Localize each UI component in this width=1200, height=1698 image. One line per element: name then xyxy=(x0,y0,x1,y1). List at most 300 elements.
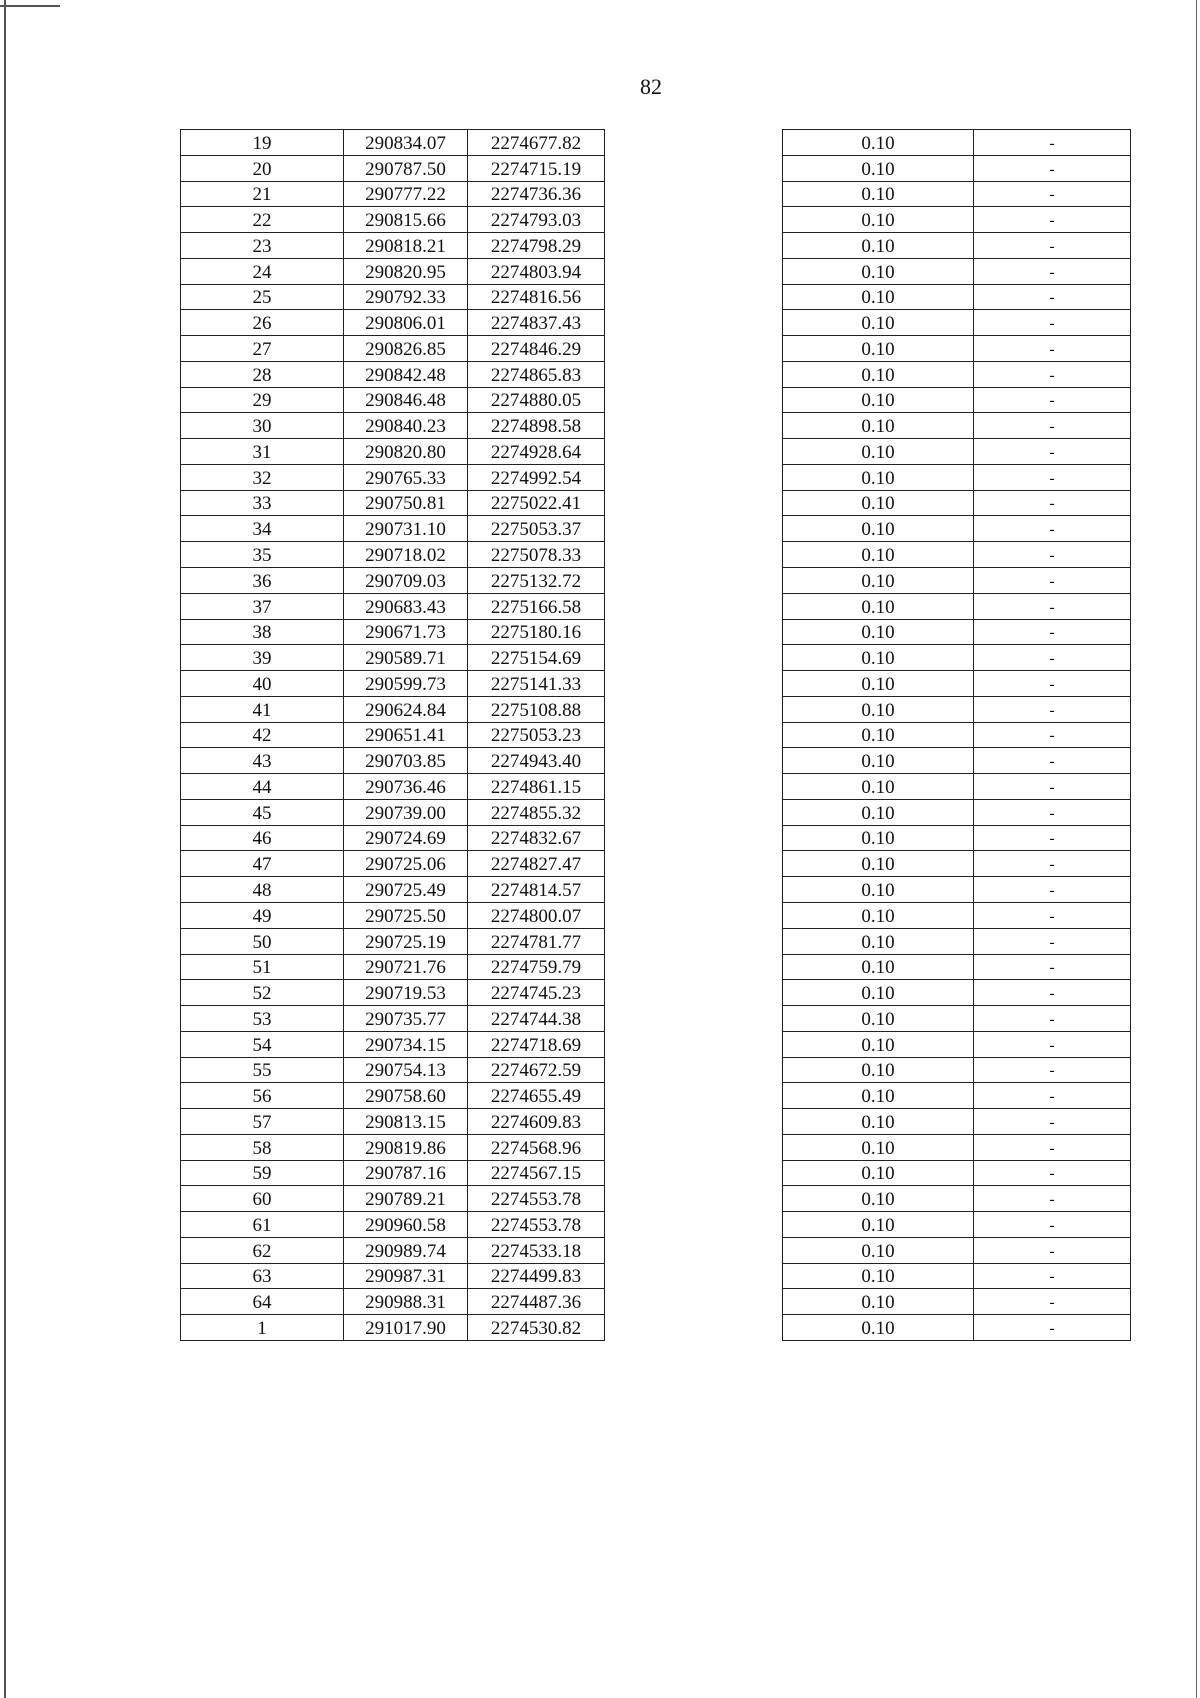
empty-cell xyxy=(605,464,783,490)
note-cell: - xyxy=(974,336,1131,362)
table-row xyxy=(181,1057,1131,1083)
empty-cell xyxy=(605,361,783,387)
note-cell: - xyxy=(974,387,1131,413)
x-coordinate-cell: 290777.22 xyxy=(344,181,468,207)
value-cell: 0.10 xyxy=(783,774,974,800)
note-cell: - xyxy=(974,439,1131,465)
value-cell: 0.10 xyxy=(783,310,974,336)
x-coordinate-cell: 290819.86 xyxy=(344,1134,468,1160)
empty-cell xyxy=(605,387,783,413)
x-coordinate-cell: 290988.31 xyxy=(344,1289,468,1315)
point-number-cell: 45 xyxy=(181,799,344,825)
page-number: 82 xyxy=(640,74,662,99)
table-row xyxy=(181,851,1131,877)
value-cell: 0.10 xyxy=(783,387,974,413)
table-row xyxy=(181,980,1131,1006)
table-row xyxy=(181,774,1131,800)
note-cell: - xyxy=(974,645,1131,671)
x-coordinate-cell: 290739.00 xyxy=(344,799,468,825)
point-number-cell: 37 xyxy=(181,593,344,619)
table-row xyxy=(181,1186,1131,1212)
point-number-cell: 29 xyxy=(181,387,344,413)
table-row xyxy=(181,1315,1131,1341)
y-coordinate-cell: 2274715.19 xyxy=(468,155,605,181)
empty-cell xyxy=(605,980,783,1006)
empty-cell xyxy=(605,130,783,156)
coordinates-table-body xyxy=(181,130,1131,1341)
y-coordinate-cell: 2274718.69 xyxy=(468,1031,605,1057)
value-cell: 0.10 xyxy=(783,1212,974,1238)
value-cell: 0.10 xyxy=(783,799,974,825)
note-cell: - xyxy=(974,181,1131,207)
x-coordinate-cell: 290840.23 xyxy=(344,413,468,439)
x-coordinate-cell: 290815.66 xyxy=(344,207,468,233)
note-cell: - xyxy=(974,1006,1131,1032)
y-coordinate-cell: 2274781.77 xyxy=(468,928,605,954)
x-coordinate-cell: 290758.60 xyxy=(344,1083,468,1109)
table-row xyxy=(181,542,1131,568)
empty-cell xyxy=(605,928,783,954)
scan-edge-top xyxy=(0,5,60,7)
y-coordinate-cell: 2275053.23 xyxy=(468,722,605,748)
value-cell: 0.10 xyxy=(783,1263,974,1289)
point-number-cell: 32 xyxy=(181,464,344,490)
value-cell: 0.10 xyxy=(783,1315,974,1341)
note-cell: - xyxy=(974,877,1131,903)
table-row xyxy=(181,1083,1131,1109)
value-cell: 0.10 xyxy=(783,1134,974,1160)
x-coordinate-cell: 290820.95 xyxy=(344,258,468,284)
value-cell: 0.10 xyxy=(783,207,974,233)
point-number-cell: 38 xyxy=(181,619,344,645)
value-cell: 0.10 xyxy=(783,1006,974,1032)
table-row xyxy=(181,825,1131,851)
value-cell: 0.10 xyxy=(783,464,974,490)
x-coordinate-cell: 290731.10 xyxy=(344,516,468,542)
note-cell: - xyxy=(974,825,1131,851)
table-row xyxy=(181,181,1131,207)
x-coordinate-cell: 290787.50 xyxy=(344,155,468,181)
table-row xyxy=(181,1006,1131,1032)
y-coordinate-cell: 2274837.43 xyxy=(468,310,605,336)
value-cell: 0.10 xyxy=(783,851,974,877)
table-row xyxy=(181,233,1131,259)
x-coordinate-cell: 290725.06 xyxy=(344,851,468,877)
point-number-cell: 47 xyxy=(181,851,344,877)
empty-cell xyxy=(605,181,783,207)
table-row xyxy=(181,568,1131,594)
table-row xyxy=(181,361,1131,387)
y-coordinate-cell: 2274816.56 xyxy=(468,284,605,310)
note-cell: - xyxy=(974,130,1131,156)
value-cell: 0.10 xyxy=(783,696,974,722)
y-coordinate-cell: 2274553.78 xyxy=(468,1186,605,1212)
value-cell: 0.10 xyxy=(783,1237,974,1263)
empty-cell xyxy=(605,877,783,903)
table-row xyxy=(181,464,1131,490)
note-cell: - xyxy=(974,1315,1131,1341)
empty-cell xyxy=(605,413,783,439)
x-coordinate-cell: 290754.13 xyxy=(344,1057,468,1083)
y-coordinate-cell: 2274798.29 xyxy=(468,233,605,259)
point-number-cell: 27 xyxy=(181,336,344,362)
empty-cell xyxy=(605,1134,783,1160)
x-coordinate-cell: 290725.19 xyxy=(344,928,468,954)
value-cell: 0.10 xyxy=(783,980,974,1006)
point-number-cell: 44 xyxy=(181,774,344,800)
x-coordinate-cell: 290792.33 xyxy=(344,284,468,310)
x-coordinate-cell: 290734.15 xyxy=(344,1031,468,1057)
point-number-cell: 63 xyxy=(181,1263,344,1289)
note-cell: - xyxy=(974,568,1131,594)
table-row xyxy=(181,748,1131,774)
table-row xyxy=(181,619,1131,645)
note-cell: - xyxy=(974,1186,1131,1212)
point-number-cell: 20 xyxy=(181,155,344,181)
point-number-cell: 34 xyxy=(181,516,344,542)
x-coordinate-cell: 290719.53 xyxy=(344,980,468,1006)
empty-cell xyxy=(605,207,783,233)
value-cell: 0.10 xyxy=(783,439,974,465)
value-cell: 0.10 xyxy=(783,181,974,207)
empty-cell xyxy=(605,439,783,465)
value-cell: 0.10 xyxy=(783,722,974,748)
y-coordinate-cell: 2275180.16 xyxy=(468,619,605,645)
x-coordinate-cell: 290960.58 xyxy=(344,1212,468,1238)
empty-cell xyxy=(605,336,783,362)
note-cell: - xyxy=(974,1109,1131,1135)
value-cell: 0.10 xyxy=(783,645,974,671)
y-coordinate-cell: 2274793.03 xyxy=(468,207,605,233)
point-number-cell: 53 xyxy=(181,1006,344,1032)
y-coordinate-cell: 2274992.54 xyxy=(468,464,605,490)
table-row xyxy=(181,1134,1131,1160)
x-coordinate-cell: 290725.50 xyxy=(344,902,468,928)
x-coordinate-cell: 290789.21 xyxy=(344,1186,468,1212)
note-cell: - xyxy=(974,593,1131,619)
value-cell: 0.10 xyxy=(783,284,974,310)
value-cell: 0.10 xyxy=(783,1057,974,1083)
empty-cell xyxy=(605,593,783,619)
y-coordinate-cell: 2275154.69 xyxy=(468,645,605,671)
value-cell: 0.10 xyxy=(783,233,974,259)
value-cell: 0.10 xyxy=(783,877,974,903)
point-number-cell: 46 xyxy=(181,825,344,851)
y-coordinate-cell: 2274943.40 xyxy=(468,748,605,774)
note-cell: - xyxy=(974,722,1131,748)
value-cell: 0.10 xyxy=(783,619,974,645)
value-cell: 0.10 xyxy=(783,748,974,774)
point-number-cell: 1 xyxy=(181,1315,344,1341)
empty-cell xyxy=(605,851,783,877)
note-cell: - xyxy=(974,1263,1131,1289)
point-number-cell: 21 xyxy=(181,181,344,207)
point-number-cell: 42 xyxy=(181,722,344,748)
empty-cell xyxy=(605,825,783,851)
value-cell: 0.10 xyxy=(783,542,974,568)
table-row xyxy=(181,1289,1131,1315)
y-coordinate-cell: 2275166.58 xyxy=(468,593,605,619)
point-number-cell: 24 xyxy=(181,258,344,284)
value-cell: 0.10 xyxy=(783,490,974,516)
point-number-cell: 25 xyxy=(181,284,344,310)
table-row xyxy=(181,1212,1131,1238)
note-cell: - xyxy=(974,1057,1131,1083)
empty-cell xyxy=(605,516,783,542)
note-cell: - xyxy=(974,233,1131,259)
table-row xyxy=(181,413,1131,439)
y-coordinate-cell: 2274499.83 xyxy=(468,1263,605,1289)
table-row xyxy=(181,902,1131,928)
y-coordinate-cell: 2274855.32 xyxy=(468,799,605,825)
value-cell: 0.10 xyxy=(783,1031,974,1057)
y-coordinate-cell: 2275132.72 xyxy=(468,568,605,594)
x-coordinate-cell: 290989.74 xyxy=(344,1237,468,1263)
empty-cell xyxy=(605,1006,783,1032)
y-coordinate-cell: 2274832.67 xyxy=(468,825,605,851)
table-row xyxy=(181,696,1131,722)
note-cell: - xyxy=(974,696,1131,722)
empty-cell xyxy=(605,1031,783,1057)
point-number-cell: 26 xyxy=(181,310,344,336)
point-number-cell: 49 xyxy=(181,902,344,928)
empty-cell xyxy=(605,696,783,722)
point-number-cell: 31 xyxy=(181,439,344,465)
y-coordinate-cell: 2274530.82 xyxy=(468,1315,605,1341)
y-coordinate-cell: 2274736.36 xyxy=(468,181,605,207)
empty-cell xyxy=(605,310,783,336)
value-cell: 0.10 xyxy=(783,1289,974,1315)
x-coordinate-cell: 290787.16 xyxy=(344,1160,468,1186)
y-coordinate-cell: 2274827.47 xyxy=(468,851,605,877)
y-coordinate-cell: 2274865.83 xyxy=(468,361,605,387)
point-number-cell: 58 xyxy=(181,1134,344,1160)
y-coordinate-cell: 2274898.58 xyxy=(468,413,605,439)
note-cell: - xyxy=(974,310,1131,336)
x-coordinate-cell: 290599.73 xyxy=(344,671,468,697)
empty-cell xyxy=(605,1212,783,1238)
y-coordinate-cell: 2274744.38 xyxy=(468,1006,605,1032)
y-coordinate-cell: 2274803.94 xyxy=(468,258,605,284)
table-row xyxy=(181,671,1131,697)
point-number-cell: 35 xyxy=(181,542,344,568)
note-cell: - xyxy=(974,902,1131,928)
empty-cell xyxy=(605,258,783,284)
x-coordinate-cell: 290724.69 xyxy=(344,825,468,851)
point-number-cell: 57 xyxy=(181,1109,344,1135)
note-cell: - xyxy=(974,954,1131,980)
point-number-cell: 43 xyxy=(181,748,344,774)
y-coordinate-cell: 2274800.07 xyxy=(468,902,605,928)
y-coordinate-cell: 2274533.18 xyxy=(468,1237,605,1263)
y-coordinate-cell: 2275108.88 xyxy=(468,696,605,722)
note-cell: - xyxy=(974,542,1131,568)
point-number-cell: 39 xyxy=(181,645,344,671)
empty-cell xyxy=(605,748,783,774)
point-number-cell: 54 xyxy=(181,1031,344,1057)
value-cell: 0.10 xyxy=(783,258,974,284)
note-cell: - xyxy=(974,361,1131,387)
note-cell: - xyxy=(974,748,1131,774)
coordinates-table xyxy=(180,129,1131,1341)
x-coordinate-cell: 290750.81 xyxy=(344,490,468,516)
point-number-cell: 59 xyxy=(181,1160,344,1186)
empty-cell xyxy=(605,1160,783,1186)
note-cell: - xyxy=(974,413,1131,439)
empty-cell xyxy=(605,1057,783,1083)
x-coordinate-cell: 290725.49 xyxy=(344,877,468,903)
point-number-cell: 28 xyxy=(181,361,344,387)
x-coordinate-cell: 290683.43 xyxy=(344,593,468,619)
table-row xyxy=(181,387,1131,413)
empty-cell xyxy=(605,954,783,980)
empty-cell xyxy=(605,902,783,928)
empty-cell xyxy=(605,1237,783,1263)
value-cell: 0.10 xyxy=(783,593,974,619)
y-coordinate-cell: 2274609.83 xyxy=(468,1109,605,1135)
y-coordinate-cell: 2274880.05 xyxy=(468,387,605,413)
table-row xyxy=(181,516,1131,542)
table-row xyxy=(181,207,1131,233)
table-row xyxy=(181,877,1131,903)
value-cell: 0.10 xyxy=(783,1160,974,1186)
note-cell: - xyxy=(974,851,1131,877)
empty-cell xyxy=(605,645,783,671)
value-cell: 0.10 xyxy=(783,155,974,181)
point-number-cell: 50 xyxy=(181,928,344,954)
table-row xyxy=(181,336,1131,362)
table-row xyxy=(181,1263,1131,1289)
empty-cell xyxy=(605,542,783,568)
table-row xyxy=(181,928,1131,954)
empty-cell xyxy=(605,490,783,516)
value-cell: 0.10 xyxy=(783,361,974,387)
x-coordinate-cell: 290651.41 xyxy=(344,722,468,748)
note-cell: - xyxy=(974,1083,1131,1109)
x-coordinate-cell: 290589.71 xyxy=(344,645,468,671)
y-coordinate-cell: 2274928.64 xyxy=(468,439,605,465)
note-cell: - xyxy=(974,284,1131,310)
point-number-cell: 61 xyxy=(181,1212,344,1238)
note-cell: - xyxy=(974,1134,1131,1160)
point-number-cell: 33 xyxy=(181,490,344,516)
point-number-cell: 30 xyxy=(181,413,344,439)
table-row xyxy=(181,1160,1131,1186)
x-coordinate-cell: 290842.48 xyxy=(344,361,468,387)
x-coordinate-cell: 290820.80 xyxy=(344,439,468,465)
value-cell: 0.10 xyxy=(783,902,974,928)
note-cell: - xyxy=(974,774,1131,800)
empty-cell xyxy=(605,722,783,748)
empty-cell xyxy=(605,1289,783,1315)
note-cell: - xyxy=(974,1160,1131,1186)
x-coordinate-cell: 290806.01 xyxy=(344,310,468,336)
table-row xyxy=(181,722,1131,748)
y-coordinate-cell: 2275053.37 xyxy=(468,516,605,542)
empty-cell xyxy=(605,1109,783,1135)
point-number-cell: 22 xyxy=(181,207,344,233)
value-cell: 0.10 xyxy=(783,413,974,439)
x-coordinate-cell: 290624.84 xyxy=(344,696,468,722)
y-coordinate-cell: 2274861.15 xyxy=(468,774,605,800)
table-row xyxy=(181,490,1131,516)
note-cell: - xyxy=(974,490,1131,516)
y-coordinate-cell: 2275022.41 xyxy=(468,490,605,516)
empty-cell xyxy=(605,1263,783,1289)
value-cell: 0.10 xyxy=(783,1186,974,1212)
y-coordinate-cell: 2274814.57 xyxy=(468,877,605,903)
value-cell: 0.10 xyxy=(783,825,974,851)
note-cell: - xyxy=(974,464,1131,490)
note-cell: - xyxy=(974,671,1131,697)
value-cell: 0.10 xyxy=(783,516,974,542)
x-coordinate-cell: 290826.85 xyxy=(344,336,468,362)
x-coordinate-cell: 290987.31 xyxy=(344,1263,468,1289)
empty-cell xyxy=(605,155,783,181)
note-cell: - xyxy=(974,619,1131,645)
y-coordinate-cell: 2275078.33 xyxy=(468,542,605,568)
point-number-cell: 51 xyxy=(181,954,344,980)
value-cell: 0.10 xyxy=(783,671,974,697)
empty-cell xyxy=(605,1315,783,1341)
empty-cell xyxy=(605,774,783,800)
note-cell: - xyxy=(974,207,1131,233)
x-coordinate-cell: 290765.33 xyxy=(344,464,468,490)
table-row xyxy=(181,1031,1131,1057)
note-cell: - xyxy=(974,799,1131,825)
note-cell: - xyxy=(974,1237,1131,1263)
note-cell: - xyxy=(974,516,1131,542)
point-number-cell: 62 xyxy=(181,1237,344,1263)
empty-cell xyxy=(605,568,783,594)
y-coordinate-cell: 2274759.79 xyxy=(468,954,605,980)
y-coordinate-cell: 2274677.82 xyxy=(468,130,605,156)
point-number-cell: 41 xyxy=(181,696,344,722)
note-cell: - xyxy=(974,928,1131,954)
note-cell: - xyxy=(974,980,1131,1006)
table-row xyxy=(181,593,1131,619)
point-number-cell: 19 xyxy=(181,130,344,156)
note-cell: - xyxy=(974,1031,1131,1057)
empty-cell xyxy=(605,619,783,645)
table-row xyxy=(181,258,1131,284)
value-cell: 0.10 xyxy=(783,954,974,980)
note-cell: - xyxy=(974,155,1131,181)
y-coordinate-cell: 2274655.49 xyxy=(468,1083,605,1109)
table-row xyxy=(181,439,1131,465)
empty-cell xyxy=(605,799,783,825)
y-coordinate-cell: 2274672.59 xyxy=(468,1057,605,1083)
x-coordinate-cell: 290834.07 xyxy=(344,130,468,156)
point-number-cell: 48 xyxy=(181,877,344,903)
empty-cell xyxy=(605,284,783,310)
point-number-cell: 64 xyxy=(181,1289,344,1315)
x-coordinate-cell: 291017.90 xyxy=(344,1315,468,1341)
table-row xyxy=(181,645,1131,671)
value-cell: 0.10 xyxy=(783,130,974,156)
empty-cell xyxy=(605,671,783,697)
table-row xyxy=(181,954,1131,980)
table-row xyxy=(181,310,1131,336)
value-cell: 0.10 xyxy=(783,1083,974,1109)
point-number-cell: 52 xyxy=(181,980,344,1006)
x-coordinate-cell: 290818.21 xyxy=(344,233,468,259)
note-cell: - xyxy=(974,1212,1131,1238)
scan-edge-right xyxy=(1196,0,1198,1698)
point-number-cell: 60 xyxy=(181,1186,344,1212)
note-cell: - xyxy=(974,1289,1131,1315)
y-coordinate-cell: 2274745.23 xyxy=(468,980,605,1006)
